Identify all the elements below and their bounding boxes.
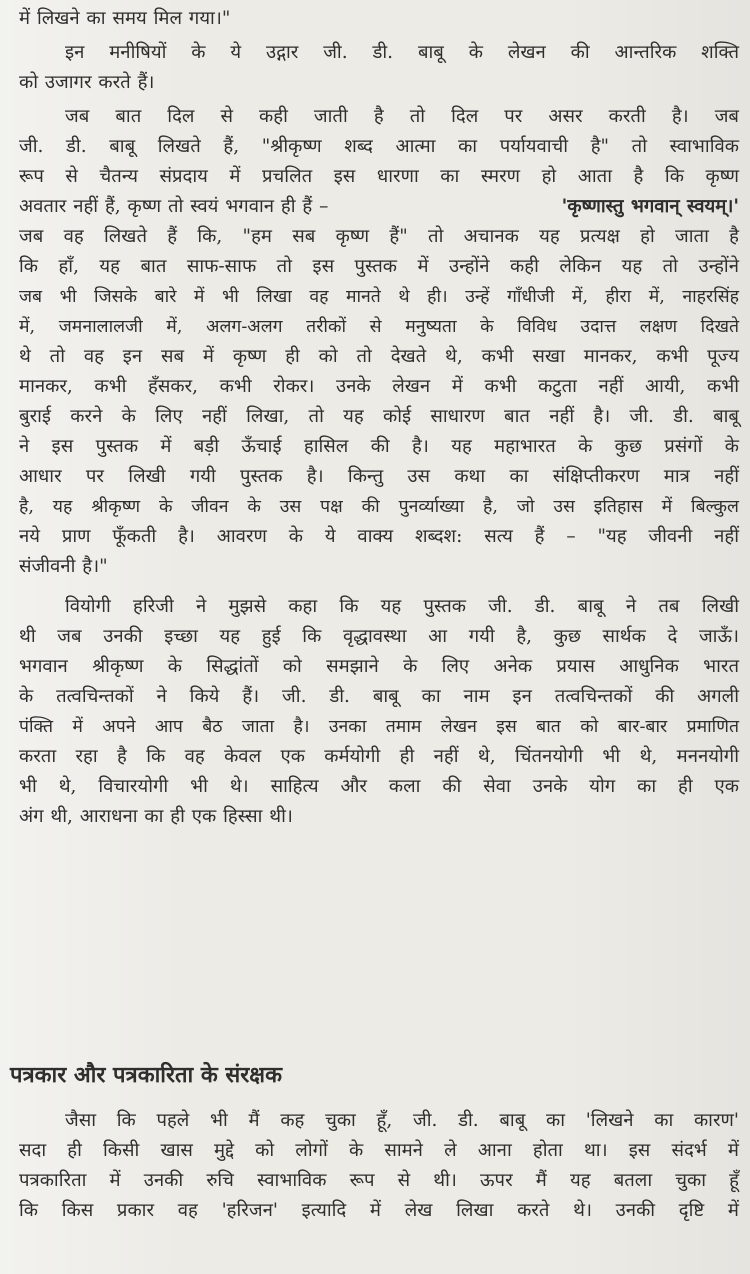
text-line: बुराई करने के लिए नहीं लिखा, तो यह कोई साधारण बात नहीं है। जी. डी. बाबू xyxy=(19,406,739,427)
text-line: वियोगी हरिजी ने मुझसे कहा कि यह पुस्तक जी. डी. बाबू ने तब लिखी xyxy=(65,596,739,617)
bold-quote: 'कृष्णास्तु भगवान् स्वयम्।' xyxy=(561,196,739,217)
text-line: जी. डी. बाबू लिखते हैं, "श्रीकृष्ण शब्द आत्मा का पर्यायवाची है" तो स्वाभाविक xyxy=(19,136,739,157)
paragraph-2 xyxy=(19,38,739,98)
text-line: को उजागर करते हैं। xyxy=(19,72,155,93)
text-line: पत्रकारिता में उनकी रुचि स्वाभाविक रूप से थी। ऊपर मैं यह बतला चुका हूँ xyxy=(19,1170,739,1191)
text-line: कि किस प्रकार वह 'हरिजन' इत्यादि में लेख लिखा करते थे। उनकी दृष्टि में xyxy=(19,1200,739,1221)
paragraph-5 xyxy=(19,1106,739,1226)
text-line: कि हाँ, यह बात साफ-साफ तो इस पुस्तक में उन्होंने कही लेकिन यह तो उन्होंने xyxy=(19,256,739,277)
text-line: अवतार नहीं हैं, कृष्ण तो स्वयं भगवान ही हैं – xyxy=(19,196,329,217)
text-line: करता रहा है कि वह केवल एक कर्मयोगी ही नहीं थे, चिंतनयोगी भी थे, मननयोगी xyxy=(19,746,739,767)
text-line: अंग थी, आराधना का ही एक हिस्सा थी। xyxy=(19,806,293,827)
text-line: रूप से चैतन्य संप्रदाय में प्रचलित इस धारणा का स्मरण हो आता है कि कृष्ण xyxy=(19,166,739,187)
text-line: इन मनीषियों के ये उद्गार जी. डी. बाबू के लेखन की आन्तरिक शक्ति xyxy=(65,42,739,63)
text-line: जब भी जिसके बारे में भी लिखा वह मानते थे ही। उन्हें गाँधीजी में, हीरा में, नाहरसिंह xyxy=(19,287,739,307)
section-heading: पत्रकार और पत्रकारिता के संरक्षक xyxy=(10,1062,282,1088)
paragraph-1 xyxy=(19,4,739,34)
text-line: आधार पर लिखी गयी पुस्तक है। किन्तु उस कथा का संक्षिप्तीकरण मात्र नहीं xyxy=(19,466,739,487)
text-line: जब वह लिखते हैं कि, "हम सब कृष्ण हैं" तो अचानक यह प्रत्यक्ष हो जाता है xyxy=(19,226,739,247)
text-line: जब बात दिल से कही जाती है तो दिल पर असर करती है। जब xyxy=(65,106,739,127)
text-line: भी थे, विचारयोगी भी थे। साहित्य और कला की सेवा उनके योग का ही एक xyxy=(19,776,739,797)
text-line: थी जब उनकी इच्छा यह हुई कि वृद्धावस्था आ गयी है, कुछ सार्थक दे जाऊँ। xyxy=(19,626,739,647)
body-text-bottom xyxy=(19,1106,739,1226)
text-line: में, जमनालालजी में, अलग-अलग तरीकों से मनुष्यता के विविध उदात्त लक्षण दिखते xyxy=(19,317,739,337)
text-line: संजीवनी है।" xyxy=(19,556,108,577)
text-line-with-quote xyxy=(19,192,739,222)
text-line: मानकर, कभी हँसकर, कभी रोकर। उनके लेखन में कभी कटुता नहीं आयी, कभी xyxy=(19,376,739,397)
text-line: ने इस पुस्तक में बड़ी ऊँचाई हासिल की है। यह महाभारत के कुछ प्रसंगों के xyxy=(19,436,739,457)
body-text-top xyxy=(19,4,739,832)
text-line: थे तो वह इन सब में कृष्ण ही को तो देखते थे, कभी सखा मानकर, कभी पूज्य xyxy=(19,346,739,367)
text-line: में लिखने का समय मिल गया।" xyxy=(19,8,231,29)
text-line: जैसा कि पहले भी मैं कह चुका हूँ, जी. डी. बाबू का 'लिखने का कारण' xyxy=(65,1110,739,1131)
paragraph-4 xyxy=(19,592,739,832)
text-line: पंक्ति में अपने आप बैठ जाता है। उनका तमाम लेखन इस बात को बार-बार प्रमाणित xyxy=(19,717,739,737)
text-line: भगवान श्रीकृष्ण के सिद्धांतों को समझाने के लिए अनेक प्रयास आधुनिक भारत xyxy=(19,656,739,677)
text-line: है, यह श्रीकृष्ण के जीवन के उस पक्ष की पुनर्व्याख्या है, जो उस इतिहास में बिल्कुल xyxy=(19,497,739,517)
text-line: सदा ही किसी खास मुद्दे को लोगों के सामने ले आना होता था। इस संदर्भ में xyxy=(19,1140,739,1161)
paragraph-3 xyxy=(19,102,739,582)
text-line: नये प्राण फूँकती है। आवरण के ये वाक्य शब्दश: सत्य हैं – "यह जीवनी नहीं xyxy=(19,526,739,547)
text-line: के तत्वचिन्तकों ने किये हैं। जी. डी. बाबू का नाम इन तत्वचिन्तकों की अगली xyxy=(19,686,739,707)
